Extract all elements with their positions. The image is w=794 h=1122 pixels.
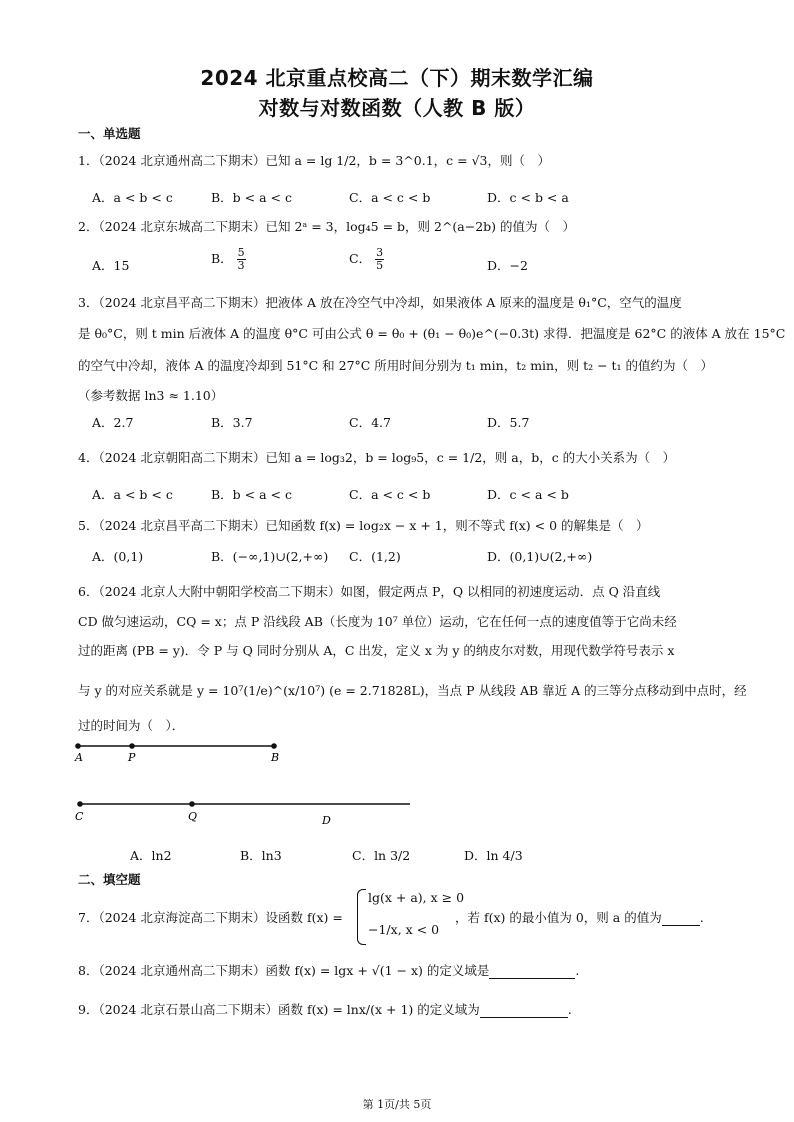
q6-segment-figure bbox=[70, 734, 420, 834]
q3-option-c: C．4.7 bbox=[349, 415, 391, 430]
q2-option-d: D．−2 bbox=[487, 258, 528, 273]
q2-option-a: A．15 bbox=[92, 258, 130, 273]
q2-option-b-fraction bbox=[237, 247, 246, 272]
section-heading-single-choice: 一、单选题 bbox=[78, 126, 141, 141]
q5-option-d: D．(0,1)∪(2,+∞) bbox=[487, 549, 593, 564]
q2-option-b bbox=[211, 247, 246, 272]
question-9-line: 9．（2024 北京石景山高二下期末）函数 f(x) = lnx/(x + 1) 的定义域为 . bbox=[78, 1002, 572, 1017]
question-6-line-2: CD 做匀速运动，CQ = x；点 P 沿线段 AB（长度为 10⁷ 单位）运动，它在任何一点的速度值等于它尚未经 bbox=[78, 614, 677, 629]
question-6-line-5: 过的时间为（ ）． bbox=[78, 718, 185, 733]
question-3-line-1: 3．（2024 北京昌平高二下期末）把液体 A 放在冷空气中冷却，如果液体 A 原来的温度是 θ₁°C，空气的温度 bbox=[78, 295, 682, 310]
q5-option-a: A．(0,1) bbox=[92, 549, 144, 564]
q4-option-a: A．a < b < c bbox=[92, 487, 173, 502]
label-p: P bbox=[128, 751, 136, 764]
piecewise-brace bbox=[357, 889, 366, 945]
question-3-reference: （参考数据 ln3 ≈ 1.10） bbox=[78, 388, 224, 403]
q4-option-b: B．b < a < c bbox=[211, 487, 292, 502]
question-9-text: 9．（2024 北京石景山高二下期末）函数 f(x) = lnx/(x + 1) 的定义域为 bbox=[78, 1002, 480, 1017]
question-7-case-2: −1/x, x < 0 bbox=[368, 922, 440, 937]
point-a-dot bbox=[75, 743, 81, 749]
q2-option-c-numerator: 3 bbox=[376, 246, 384, 259]
point-c-dot bbox=[77, 801, 83, 807]
page-number: 第 1页/共 5页 bbox=[362, 1098, 432, 1111]
q6-option-b: B．ln3 bbox=[240, 848, 282, 863]
point-p-dot bbox=[129, 743, 135, 749]
label-d: D bbox=[322, 814, 331, 827]
point-b-dot bbox=[271, 743, 277, 749]
q6-option-a: A．ln2 bbox=[130, 848, 172, 863]
q1-option-d: D．c < b < a bbox=[487, 190, 569, 205]
question-8-line: 8．（2024 北京通州高二下期末）函数 f(x) = lgx + √(1 − x) 的定义域是 . bbox=[78, 963, 580, 978]
section-heading-fill-blank: 二、填空题 bbox=[78, 872, 141, 887]
q1-option-a: A．a < b < c bbox=[92, 190, 173, 205]
label-q: Q bbox=[188, 810, 198, 823]
question-7-suffix-text: ，若 f(x) 的最小值为 0，则 a 的值为 bbox=[455, 910, 662, 925]
question-6-line-1: 6．（2024 北京人大附中朝阳学校高二下期末）如图，假定两点 P，Q 以相同的初速度运动．点 Q 沿直线 bbox=[78, 584, 661, 599]
question-2-text: 2．（2024 北京东城高二下期末）已知 2ᵃ = 3，log₄5 = b，则 2^(a−2b) 的值为（ ） bbox=[78, 219, 576, 234]
q6-option-c: C．ln 3/2 bbox=[352, 848, 411, 863]
question-7-case-1: lg(x + a), x ≥ 0 bbox=[368, 890, 465, 905]
question-3-line-2: 是 θ₀°C，则 t min 后液体 A 的温度 θ°C 可由公式 θ = θ₀ + (θ₁ − θ₀)e^(−0.3t) 求得．把温度是 62°C 的液体 A 放在 15°C bbox=[78, 326, 786, 341]
question-1-text: 1．（2024 北京通州高二下期末）已知 a = lg 1/2，b = 3^0.1，c = √3，则（ ） bbox=[78, 153, 550, 168]
q5-option-b: B．(−∞,1)∪(2,+∞) bbox=[211, 549, 329, 564]
q6-option-d: D．ln 4/3 bbox=[464, 848, 523, 863]
question-7-suffix: ，若 f(x) 的最小值为 0，则 a 的值为 . bbox=[455, 910, 704, 925]
q7-answer-blank[interactable] bbox=[662, 913, 700, 926]
document-title-line2: 对数与对数函数（人教 B 版） bbox=[258, 96, 536, 120]
q2-option-c-label: C． bbox=[349, 251, 372, 266]
q9-answer-blank[interactable] bbox=[480, 1005, 568, 1018]
label-c: C bbox=[75, 810, 84, 823]
q3-option-a: A．2.7 bbox=[92, 415, 134, 430]
question-8-text: 8．（2024 北京通州高二下期末）函数 f(x) = lgx + √(1 − x) 的定义域是 bbox=[78, 963, 490, 978]
label-b: B bbox=[271, 751, 280, 764]
q1-option-b: B．b < a < c bbox=[211, 190, 292, 205]
question-7-prefix: 7．（2024 北京海淀高二下期末）设函数 f(x) = bbox=[78, 910, 343, 925]
document-title-line1: 2024 北京重点校高二（下）期末数学汇编 bbox=[200, 66, 594, 90]
q2-option-b-numerator: 5 bbox=[237, 246, 245, 259]
q8-answer-blank[interactable] bbox=[489, 966, 575, 979]
q3-option-b: B．3.7 bbox=[211, 415, 253, 430]
label-a: A bbox=[75, 751, 83, 764]
q2-option-c bbox=[349, 247, 384, 272]
q2-option-b-label: B． bbox=[211, 251, 233, 266]
q1-option-c: C．a < c < b bbox=[349, 190, 431, 205]
q2-option-b-denominator: 3 bbox=[237, 259, 245, 272]
q5-option-c: C．(1,2) bbox=[349, 549, 401, 564]
question-3-line-3: 的空气中冷却，液体 A 的温度冷却到 51°C 和 27°C 所用时间分别为 t₁ min，t₂ min，则 t₂ − t₁ 的值约为（ ） bbox=[78, 358, 714, 373]
q2-option-c-denominator: 5 bbox=[376, 259, 384, 272]
q4-option-c: C．a < c < b bbox=[349, 487, 431, 502]
q3-option-d: D．5.7 bbox=[487, 415, 530, 430]
question-6-line-3: 过的距离 (PB = y)．令 P 与 Q 同时分别从 A，C 出发，定义 x 为 y 的纳皮尔对数，用现代数学符号表示 x bbox=[78, 643, 675, 658]
point-q-dot bbox=[189, 801, 195, 807]
q4-option-d: D．c < a < b bbox=[487, 487, 569, 502]
question-4-text: 4．（2024 北京朝阳高二下期末）已知 a = log₃2，b = log₉5，c = 1/2，则 a，b，c 的大小关系为（ ） bbox=[78, 450, 676, 465]
question-6-line-4: 与 y 的对应关系就是 y = 10⁷(1/e)^(x/10⁷) (e = 2.71828L)，当点 P 从线段 AB 靠近 A 的三等分点移动到中点时，经 bbox=[78, 683, 747, 698]
question-5-text: 5．（2024 北京昌平高二下期末）已知函数 f(x) = log₂x − x + 1，则不等式 f(x) < 0 的解集是（ ） bbox=[78, 518, 649, 533]
q2-option-c-fraction bbox=[375, 247, 384, 272]
